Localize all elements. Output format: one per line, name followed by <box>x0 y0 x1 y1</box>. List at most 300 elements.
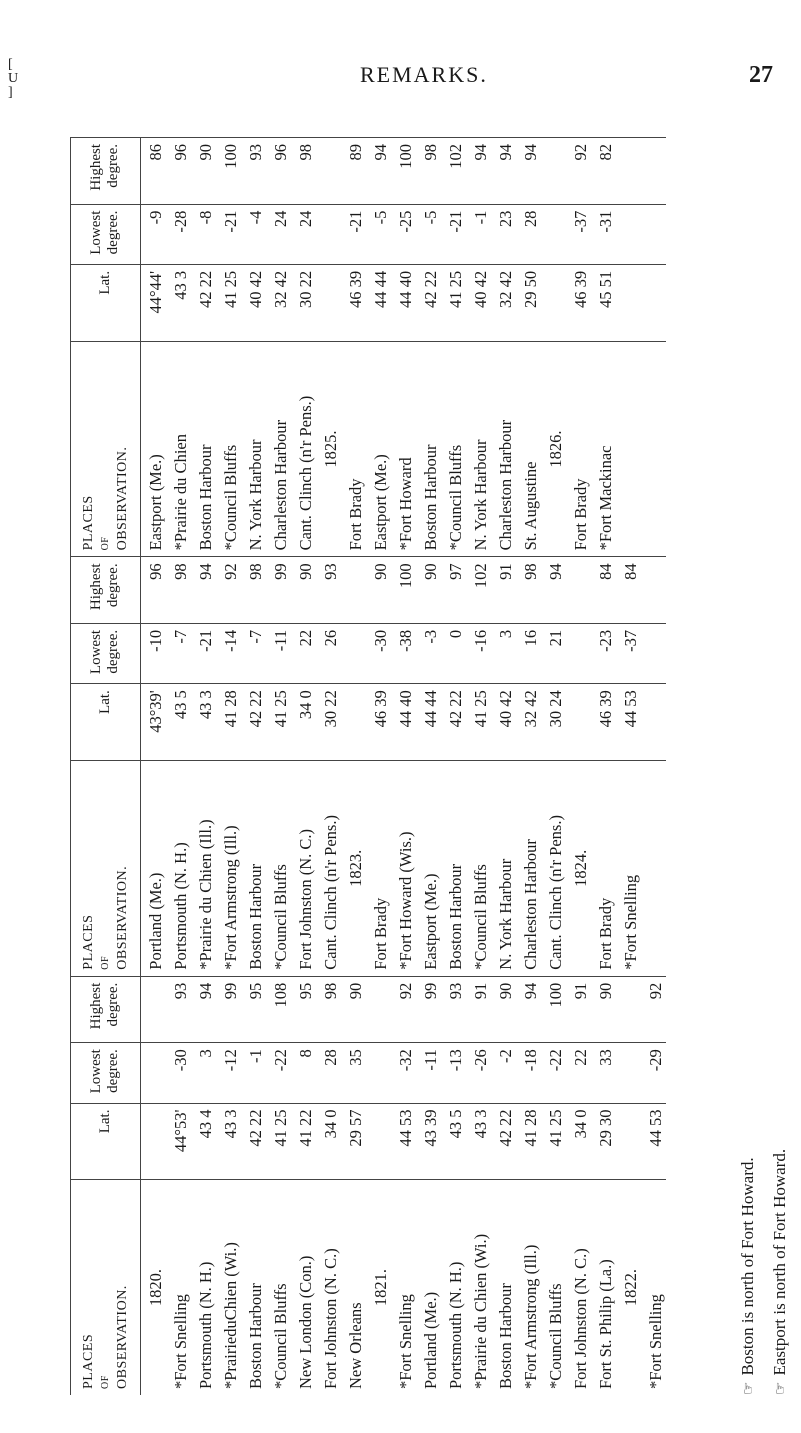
lat-cell: 41 22 <box>291 1103 316 1180</box>
lat-cell: 29 57 <box>341 1103 366 1180</box>
lat-cell: 32 42 <box>491 264 516 341</box>
place-cell: *Fort Mackinac <box>591 341 616 557</box>
table-header-row <box>70 138 141 1396</box>
highest-cell: 98 <box>241 557 266 623</box>
lat-cell <box>616 264 641 341</box>
highest-cell: 90 <box>491 976 516 1042</box>
lowest-cell: -11 <box>266 623 291 683</box>
lat-cell: 41 28 <box>516 1103 541 1180</box>
lowest-cell <box>641 623 666 683</box>
highest-cell: 99 <box>216 976 241 1042</box>
bracket-mark: [ U ] <box>8 57 19 100</box>
place-cell: *Fort Armstrong (Ill.) <box>216 760 241 976</box>
lowest-cell <box>616 1043 641 1103</box>
lowest-cell: -5 <box>416 204 441 264</box>
highest-cell: 91 <box>566 976 591 1042</box>
place-cell: *Fort Howard <box>391 341 416 557</box>
lat-cell: 43 3 <box>191 684 216 761</box>
lowest-cell: 28 <box>316 1043 341 1103</box>
lat-cell: 43 5 <box>166 684 191 761</box>
header-places <box>70 1180 141 1395</box>
lowest-cell: -29 <box>641 1043 666 1103</box>
highest-cell <box>641 557 666 623</box>
place-cell: Eastport (Me.) <box>416 760 441 976</box>
lowest-cell: -2 <box>491 1043 516 1103</box>
table-row <box>291 138 316 1396</box>
highest-cell <box>566 557 591 623</box>
lat-cell: 43 4 <box>191 1103 216 1180</box>
pointing-hand-icon: ☞ <box>741 1381 757 1395</box>
header-highest-line: degree. <box>105 982 121 1027</box>
header-places-line: OF <box>99 1375 111 1389</box>
lat-cell: 42 22 <box>416 264 441 341</box>
lowest-cell: 3 <box>191 1043 216 1103</box>
highest-cell: 92 <box>566 138 591 205</box>
lat-cell: 32 42 <box>266 264 291 341</box>
place-cell: *Council Bluffs <box>266 760 291 976</box>
highest-cell: 96 <box>266 138 291 205</box>
lowest-cell: -13 <box>441 1043 466 1103</box>
highest-cell: 90 <box>291 557 316 623</box>
lat-cell: 42 22 <box>491 1103 516 1180</box>
highest-cell: 96 <box>166 138 191 205</box>
place-cell: Fort Johnston (N. C.) <box>291 760 316 976</box>
lat-cell: 34 0 <box>316 1103 341 1180</box>
lowest-cell: 35 <box>341 1043 366 1103</box>
pointing-hand-icon: ☞ <box>773 1381 789 1395</box>
place-cell: *Prairie du Chien <box>166 341 191 557</box>
lat-cell: 46 39 <box>566 264 591 341</box>
table-row <box>391 138 416 1396</box>
lowest-cell <box>566 623 591 683</box>
highest-cell: 94 <box>366 138 391 205</box>
lowest-cell: -7 <box>241 623 266 683</box>
place-cell: Portsmouth (N. H.) <box>196 1261 215 1389</box>
highest-cell <box>341 557 366 623</box>
highest-cell: 93 <box>441 976 466 1042</box>
place-cell: *PrairieduChien (Wi.) <box>221 1242 240 1389</box>
lowest-cell: -30 <box>166 1043 191 1103</box>
header-places-line: OF <box>99 536 111 551</box>
lowest-cell <box>641 204 666 264</box>
lat-cell: 43 39 <box>416 1103 441 1180</box>
lowest-cell: -16 <box>466 623 491 683</box>
highest-cell: 92 <box>216 557 241 623</box>
place-cell: Fort Brady <box>566 341 591 557</box>
highest-cell: 100 <box>391 138 416 205</box>
place-cell: 1822. <box>621 1269 640 1307</box>
lowest-cell: 23 <box>491 204 516 264</box>
place-cell: Boston Harbour <box>496 1283 515 1389</box>
page-number: 27 <box>749 62 773 88</box>
lat-cell: 43 3 <box>216 1103 241 1180</box>
highest-cell: 93 <box>166 976 191 1042</box>
header-highest <box>70 138 141 205</box>
table-row <box>266 138 291 1396</box>
place-cell: N. York Harbour <box>491 760 516 976</box>
highest-cell: 94 <box>191 557 216 623</box>
header-lowest-line: Lowest <box>88 210 104 255</box>
header-lowest-line: Lowest <box>88 629 104 675</box>
place-cell: Charleston Harbour <box>491 341 516 557</box>
lowest-cell: 28 <box>516 204 541 264</box>
place-cell: Cant. Clinch (n'r Pens.) <box>291 341 316 557</box>
lat-cell: 30 24 <box>541 684 566 761</box>
highest-cell: 86 <box>141 138 167 205</box>
place-cell: St. Augustine <box>516 341 541 557</box>
place-cell: 1824. <box>566 760 591 976</box>
header-lowest-line: Lowest <box>88 1049 104 1094</box>
lowest-cell: -22 <box>541 1043 566 1103</box>
place-cell: Fort Brady <box>591 760 616 976</box>
lowest-cell: -38 <box>391 623 416 683</box>
highest-cell: 93 <box>316 557 341 623</box>
highest-cell: 91 <box>491 557 516 623</box>
place-cell: New Orleans <box>346 1302 365 1389</box>
lat-cell: 41 25 <box>441 264 466 341</box>
lat-cell: 44°44' <box>141 264 167 341</box>
table-row <box>241 138 266 1396</box>
lat-cell: 44 53 <box>616 684 641 761</box>
table-row <box>141 138 167 1396</box>
place-cell: Boston Harbour <box>246 1283 265 1389</box>
lowest-cell <box>541 204 566 264</box>
lat-cell: 41 25 <box>216 264 241 341</box>
table-row <box>491 138 516 1396</box>
highest-cell: 94 <box>191 976 216 1042</box>
table-row <box>566 138 591 1396</box>
header-places-line: OBSERVATION. <box>114 446 130 551</box>
highest-cell: 94 <box>466 138 491 205</box>
lat-cell: 44 44 <box>416 684 441 761</box>
lat-cell <box>641 684 666 761</box>
lat-cell: 41 28 <box>216 684 241 761</box>
lat-cell: 44 40 <box>391 684 416 761</box>
highest-cell: 93 <box>241 138 266 205</box>
place-cell: Fort St. Philip (La.) <box>596 1259 615 1389</box>
lowest-cell: -1 <box>466 204 491 264</box>
highest-cell: 100 <box>391 557 416 623</box>
lowest-cell: -3 <box>416 623 441 683</box>
place-cell: *Prairie du Chien (Wi.) <box>471 1233 490 1389</box>
place-cell: *Council Bluffs <box>216 341 241 557</box>
place-cell: *Prairie du Chien (Ill.) <box>191 760 216 976</box>
highest-cell <box>366 976 391 1042</box>
place-cell: *Fort Howard (Wis.) <box>391 760 416 976</box>
place-cell: 1826. <box>541 341 566 557</box>
place-cell: N. York Harbour <box>241 341 266 557</box>
highest-cell: 91 <box>466 976 491 1042</box>
place-cell: Cant. Clinch (n'r Pens.) <box>316 760 341 976</box>
lowest-cell: 24 <box>291 204 316 264</box>
lat-cell: 43 5 <box>441 1103 466 1180</box>
lowest-cell: -11 <box>416 1043 441 1103</box>
lat-cell: 34 0 <box>291 684 316 761</box>
running-head <box>0 62 801 92</box>
place-cell: Cant. Clinch (n'r Pens.) <box>541 760 566 976</box>
lat-cell <box>641 264 666 341</box>
highest-cell: 98 <box>416 138 441 205</box>
highest-cell: 100 <box>216 138 241 205</box>
lowest-cell: -12 <box>216 1043 241 1103</box>
table-row <box>216 138 241 1396</box>
header-places-line: OF <box>99 955 111 970</box>
highest-cell: 90 <box>191 138 216 205</box>
table-row <box>516 138 541 1396</box>
header-places <box>70 760 141 976</box>
place-cell: Charleston Harbour <box>266 341 291 557</box>
lowest-cell <box>316 204 341 264</box>
highest-cell <box>641 138 666 205</box>
lat-cell: 41 25 <box>266 1103 291 1180</box>
header-highest-line: Highest <box>88 144 104 191</box>
lat-cell: 44 53 <box>641 1103 666 1180</box>
lat-cell: 41 25 <box>466 684 491 761</box>
table-row <box>166 138 191 1396</box>
highest-cell: 102 <box>441 138 466 205</box>
table-row <box>541 138 566 1396</box>
lowest-cell: -4 <box>241 204 266 264</box>
lowest-cell: 16 <box>516 623 541 683</box>
highest-cell: 82 <box>591 138 616 205</box>
header-places-line: PLACES <box>80 914 96 970</box>
lat-cell: 40 42 <box>241 264 266 341</box>
place-cell: 1823. <box>341 760 366 976</box>
place-cell: 1825. <box>316 341 341 557</box>
lowest-cell <box>141 1043 167 1103</box>
observation-table <box>70 137 666 1395</box>
place-cell: *Fort Snelling <box>616 760 641 976</box>
highest-cell: 90 <box>341 976 366 1042</box>
highest-cell <box>616 976 641 1042</box>
lat-cell: 44 44 <box>366 264 391 341</box>
lowest-cell: -31 <box>591 204 616 264</box>
place-cell: Boston Harbour <box>241 760 266 976</box>
place-cell: Boston Harbour <box>441 760 466 976</box>
highest-cell: 99 <box>266 557 291 623</box>
lat-cell: 42 22 <box>191 264 216 341</box>
lowest-cell <box>616 204 641 264</box>
highest-cell: 98 <box>516 557 541 623</box>
place-cell: *Fort Snelling <box>396 1294 415 1389</box>
lat-cell: 42 22 <box>441 684 466 761</box>
lat-cell: 42 22 <box>241 684 266 761</box>
place-cell: Charleston Harbour <box>516 760 541 976</box>
place-cell <box>641 760 666 976</box>
highest-cell: 84 <box>616 557 641 623</box>
table-row <box>191 138 216 1396</box>
header-lowest <box>70 1043 141 1103</box>
place-cell: *Fort Armstrong (Ill.) <box>521 1244 540 1389</box>
lat-cell <box>141 1103 167 1180</box>
lat-cell: 43 3 <box>166 264 191 341</box>
lat-cell <box>566 684 591 761</box>
highest-cell: 90 <box>591 976 616 1042</box>
lowest-cell: -21 <box>216 204 241 264</box>
highest-cell: 98 <box>316 976 341 1042</box>
lowest-cell: -21 <box>441 204 466 264</box>
lat-cell <box>616 1103 641 1180</box>
lowest-cell: 8 <box>291 1043 316 1103</box>
table-row <box>366 138 391 1396</box>
lowest-cell: -32 <box>391 1043 416 1103</box>
highest-cell: 90 <box>416 557 441 623</box>
lowest-cell: -14 <box>216 623 241 683</box>
highest-cell: 95 <box>241 976 266 1042</box>
lowest-cell: -23 <box>591 623 616 683</box>
header-highest-line: degree. <box>105 144 121 188</box>
lat-cell: 34 0 <box>566 1103 591 1180</box>
table-row <box>641 138 666 1396</box>
lowest-cell <box>341 623 366 683</box>
place-cell: Portland (Me.) <box>141 760 167 976</box>
lat-cell: 44 53 <box>391 1103 416 1180</box>
highest-cell: 84 <box>591 557 616 623</box>
lowest-cell: -30 <box>366 623 391 683</box>
table-row <box>616 138 641 1396</box>
place-cell: Portsmouth (N. H.) <box>446 1261 465 1389</box>
lowest-cell: 22 <box>566 1043 591 1103</box>
lat-cell: 30 22 <box>291 264 316 341</box>
lowest-cell: -37 <box>616 623 641 683</box>
lat-cell: 44 40 <box>391 264 416 341</box>
lowest-cell: -21 <box>191 623 216 683</box>
header-highest <box>70 976 141 1042</box>
lowest-cell: 26 <box>316 623 341 683</box>
place-cell: Fort Johnston (N. C.) <box>571 1248 590 1389</box>
highest-cell: 95 <box>291 976 316 1042</box>
lat-cell: 41 25 <box>541 1103 566 1180</box>
highest-cell: 97 <box>441 557 466 623</box>
lowest-cell: -7 <box>166 623 191 683</box>
header-lat: Lat. <box>70 684 141 761</box>
highest-cell: 108 <box>266 976 291 1042</box>
lowest-cell: -8 <box>191 204 216 264</box>
highest-cell: 96 <box>141 557 167 623</box>
table-row <box>316 138 341 1396</box>
highest-cell: 98 <box>291 138 316 205</box>
highest-cell: 94 <box>491 138 516 205</box>
highest-cell: 100 <box>541 976 566 1042</box>
lat-cell: 40 42 <box>491 684 516 761</box>
lat-cell: 46 39 <box>366 684 391 761</box>
highest-cell <box>316 138 341 205</box>
table-row <box>416 138 441 1396</box>
footnote-boston: ☞Boston is north of Fort Howard. <box>738 1157 757 1395</box>
place-cell: Portland (Me.) <box>421 1291 440 1389</box>
highest-cell: 102 <box>466 557 491 623</box>
highest-cell: 94 <box>516 976 541 1042</box>
place-cell: *Council Bluffs <box>546 1283 565 1389</box>
header-lowest-line: degree. <box>105 210 121 255</box>
header-places-line: PLACES <box>80 1333 96 1389</box>
lowest-cell: 0 <box>441 623 466 683</box>
lowest-cell: -22 <box>266 1043 291 1103</box>
header-places-line: OBSERVATION. <box>114 865 130 970</box>
lat-cell <box>366 1103 391 1180</box>
lowest-cell: -1 <box>241 1043 266 1103</box>
header-lowest-line: degree. <box>105 629 121 674</box>
header-lat: Lat. <box>70 1103 141 1180</box>
table-row <box>441 138 466 1396</box>
highest-cell: 89 <box>341 138 366 205</box>
place-cell: 1820. <box>146 1269 165 1307</box>
lat-cell: 46 39 <box>591 684 616 761</box>
highest-cell: 90 <box>366 557 391 623</box>
lat-cell <box>316 264 341 341</box>
lowest-cell: -5 <box>366 204 391 264</box>
lowest-cell: -28 <box>166 204 191 264</box>
lat-cell: 44°53' <box>166 1103 191 1180</box>
place-cell: *Fort Snelling <box>646 1294 665 1389</box>
place-cell <box>641 341 666 557</box>
place-cell: *Council Bluffs <box>271 1283 290 1389</box>
place-cell: Eastport (Me.) <box>366 341 391 557</box>
place-cell: *Council Bluffs <box>466 760 491 976</box>
lowest-cell <box>366 1043 391 1103</box>
lowest-cell: 3 <box>491 623 516 683</box>
place-cell <box>616 341 641 557</box>
place-cell: Fort Brady <box>341 341 366 557</box>
lowest-cell: -21 <box>341 204 366 264</box>
footnote-eastport: ☞Eastport is north of Fort Howard. <box>770 1148 789 1395</box>
lat-cell <box>341 684 366 761</box>
header-highest-line: Highest <box>88 982 104 1030</box>
lat-cell: 43°39' <box>141 684 167 761</box>
lowest-cell: -10 <box>141 623 167 683</box>
lat-cell: 29 50 <box>516 264 541 341</box>
lowest-cell: 24 <box>266 204 291 264</box>
header-lowest <box>70 623 141 683</box>
header-highest-line: degree. <box>105 563 121 608</box>
place-cell: New London (Con.) <box>296 1255 315 1389</box>
lat-cell: 43 3 <box>466 1103 491 1180</box>
table-row <box>341 138 366 1396</box>
header-places-line: PLACES <box>80 495 96 551</box>
place-cell: N. York Harbour <box>466 341 491 557</box>
highest-cell: 94 <box>516 138 541 205</box>
highest-cell <box>141 976 167 1042</box>
place-cell: Portsmouth (N. H.) <box>166 760 191 976</box>
highest-cell: 99 <box>416 976 441 1042</box>
place-cell: *Fort Snelling <box>171 1294 190 1389</box>
highest-cell: 94 <box>541 557 566 623</box>
header-highest <box>70 557 141 623</box>
lat-cell: 41 25 <box>266 684 291 761</box>
lat-cell <box>541 264 566 341</box>
lowest-cell: -26 <box>466 1043 491 1103</box>
highest-cell <box>541 138 566 205</box>
place-cell: Boston Harbour <box>416 341 441 557</box>
lowest-cell: -37 <box>566 204 591 264</box>
header-lowest <box>70 204 141 264</box>
lowest-cell: 22 <box>291 623 316 683</box>
lat-cell: 30 22 <box>316 684 341 761</box>
header-highest-line: Highest <box>88 563 104 611</box>
highest-cell: 92 <box>641 976 666 1042</box>
highest-cell <box>616 138 641 205</box>
lat-cell: 29 30 <box>591 1103 616 1180</box>
header-lat: Lat. <box>70 264 141 341</box>
header-lowest-line: degree. <box>105 1049 121 1093</box>
table-row <box>466 138 491 1396</box>
header-places-line: OBSERVATION. <box>114 1285 130 1389</box>
lowest-cell: -9 <box>141 204 167 264</box>
lowest-cell: 33 <box>591 1043 616 1103</box>
lat-cell: 32 42 <box>516 684 541 761</box>
table-row <box>591 138 616 1396</box>
lowest-cell: -18 <box>516 1043 541 1103</box>
